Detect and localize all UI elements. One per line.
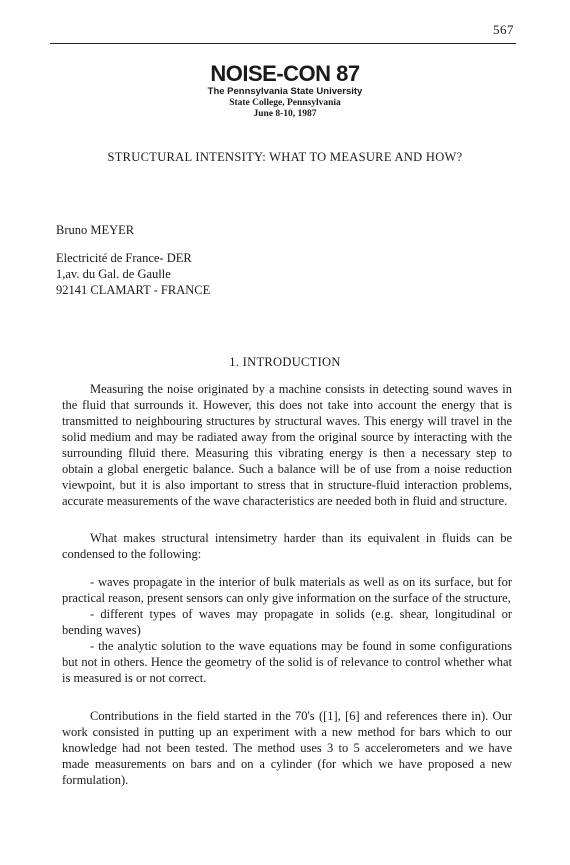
page-number: 567 bbox=[493, 22, 514, 37]
bullet-list bbox=[62, 574, 512, 686]
affiliation bbox=[56, 250, 210, 298]
paragraph-text: Measuring the noise originated by a machine consists in detecting sound waves in the fluid that surrounds it. However, this does not take into account the energy that is transmitted to neighbouring structures by structural waves. This energy will travel in the solid medium and may be radiated away from the original source by interacting with the surrounding flluid there. Measuring this vibrating energy is then a necessary step to obtain a global energetic balance. Such a balance will be of use from a noise reduction viewpoint, but it is also important to stress that in structure-fluid interaction problems, accurate measurements of the wave characteristics are needed both in fluid and structure. bbox=[62, 382, 512, 508]
conference-name: NOISE-CON 87 bbox=[210, 61, 360, 86]
paragraph-2 bbox=[62, 530, 512, 562]
affiliation-line: 92141 CLAMART - FRANCE bbox=[56, 283, 211, 297]
conference-dates: June 8-10, 1987 bbox=[253, 109, 317, 119]
header-rule bbox=[50, 43, 516, 44]
conference-header bbox=[0, 62, 570, 121]
section-heading: 1. INTRODUCTION bbox=[229, 355, 341, 369]
paper-title: STRUCTURAL INTENSITY: WHAT TO MEASURE AND HOW? bbox=[107, 150, 463, 164]
author-name: Bruno MEYER bbox=[56, 223, 135, 237]
list-item: - waves propagate in the interior of bulk materials as well as on its surface, but for practical reason, present sensors can only give information on the surface of the structure, bbox=[62, 575, 512, 605]
conference-location: State College, Pennsylvania bbox=[229, 97, 341, 108]
paragraph-1 bbox=[62, 381, 512, 509]
conference-university: The Pennsylvania State University bbox=[207, 86, 363, 97]
paragraph-text: Contributions in the field started in the 70's ([1], [6] and references there in). Our work consisted in putting up an experiment with a new method for bars which to our knowledge had not been tested. The method uses 3 to 5 accelerometers and we have made measurements on bars and on a cylinder (for which we have proposed a new formulation). bbox=[62, 709, 512, 787]
affiliation-line: Electricité de France- DER bbox=[56, 251, 192, 265]
paragraph-4 bbox=[62, 708, 512, 788]
affiliation-line: 1,av. du Gal. de Gaulle bbox=[56, 267, 171, 281]
list-item: - different types of waves may propagate in solids (e.g. shear, longitudinal or bending waves) bbox=[62, 607, 512, 637]
paragraph-text: What makes structural intensimetry harder than its equivalent in fluids can be condensed to the following: bbox=[62, 531, 512, 561]
list-item: - the analytic solution to the wave equations may be found in some configurations but not in others. Hence the geometry of the solid is of relevance to control whether what is measured is or not correct. bbox=[62, 639, 512, 685]
